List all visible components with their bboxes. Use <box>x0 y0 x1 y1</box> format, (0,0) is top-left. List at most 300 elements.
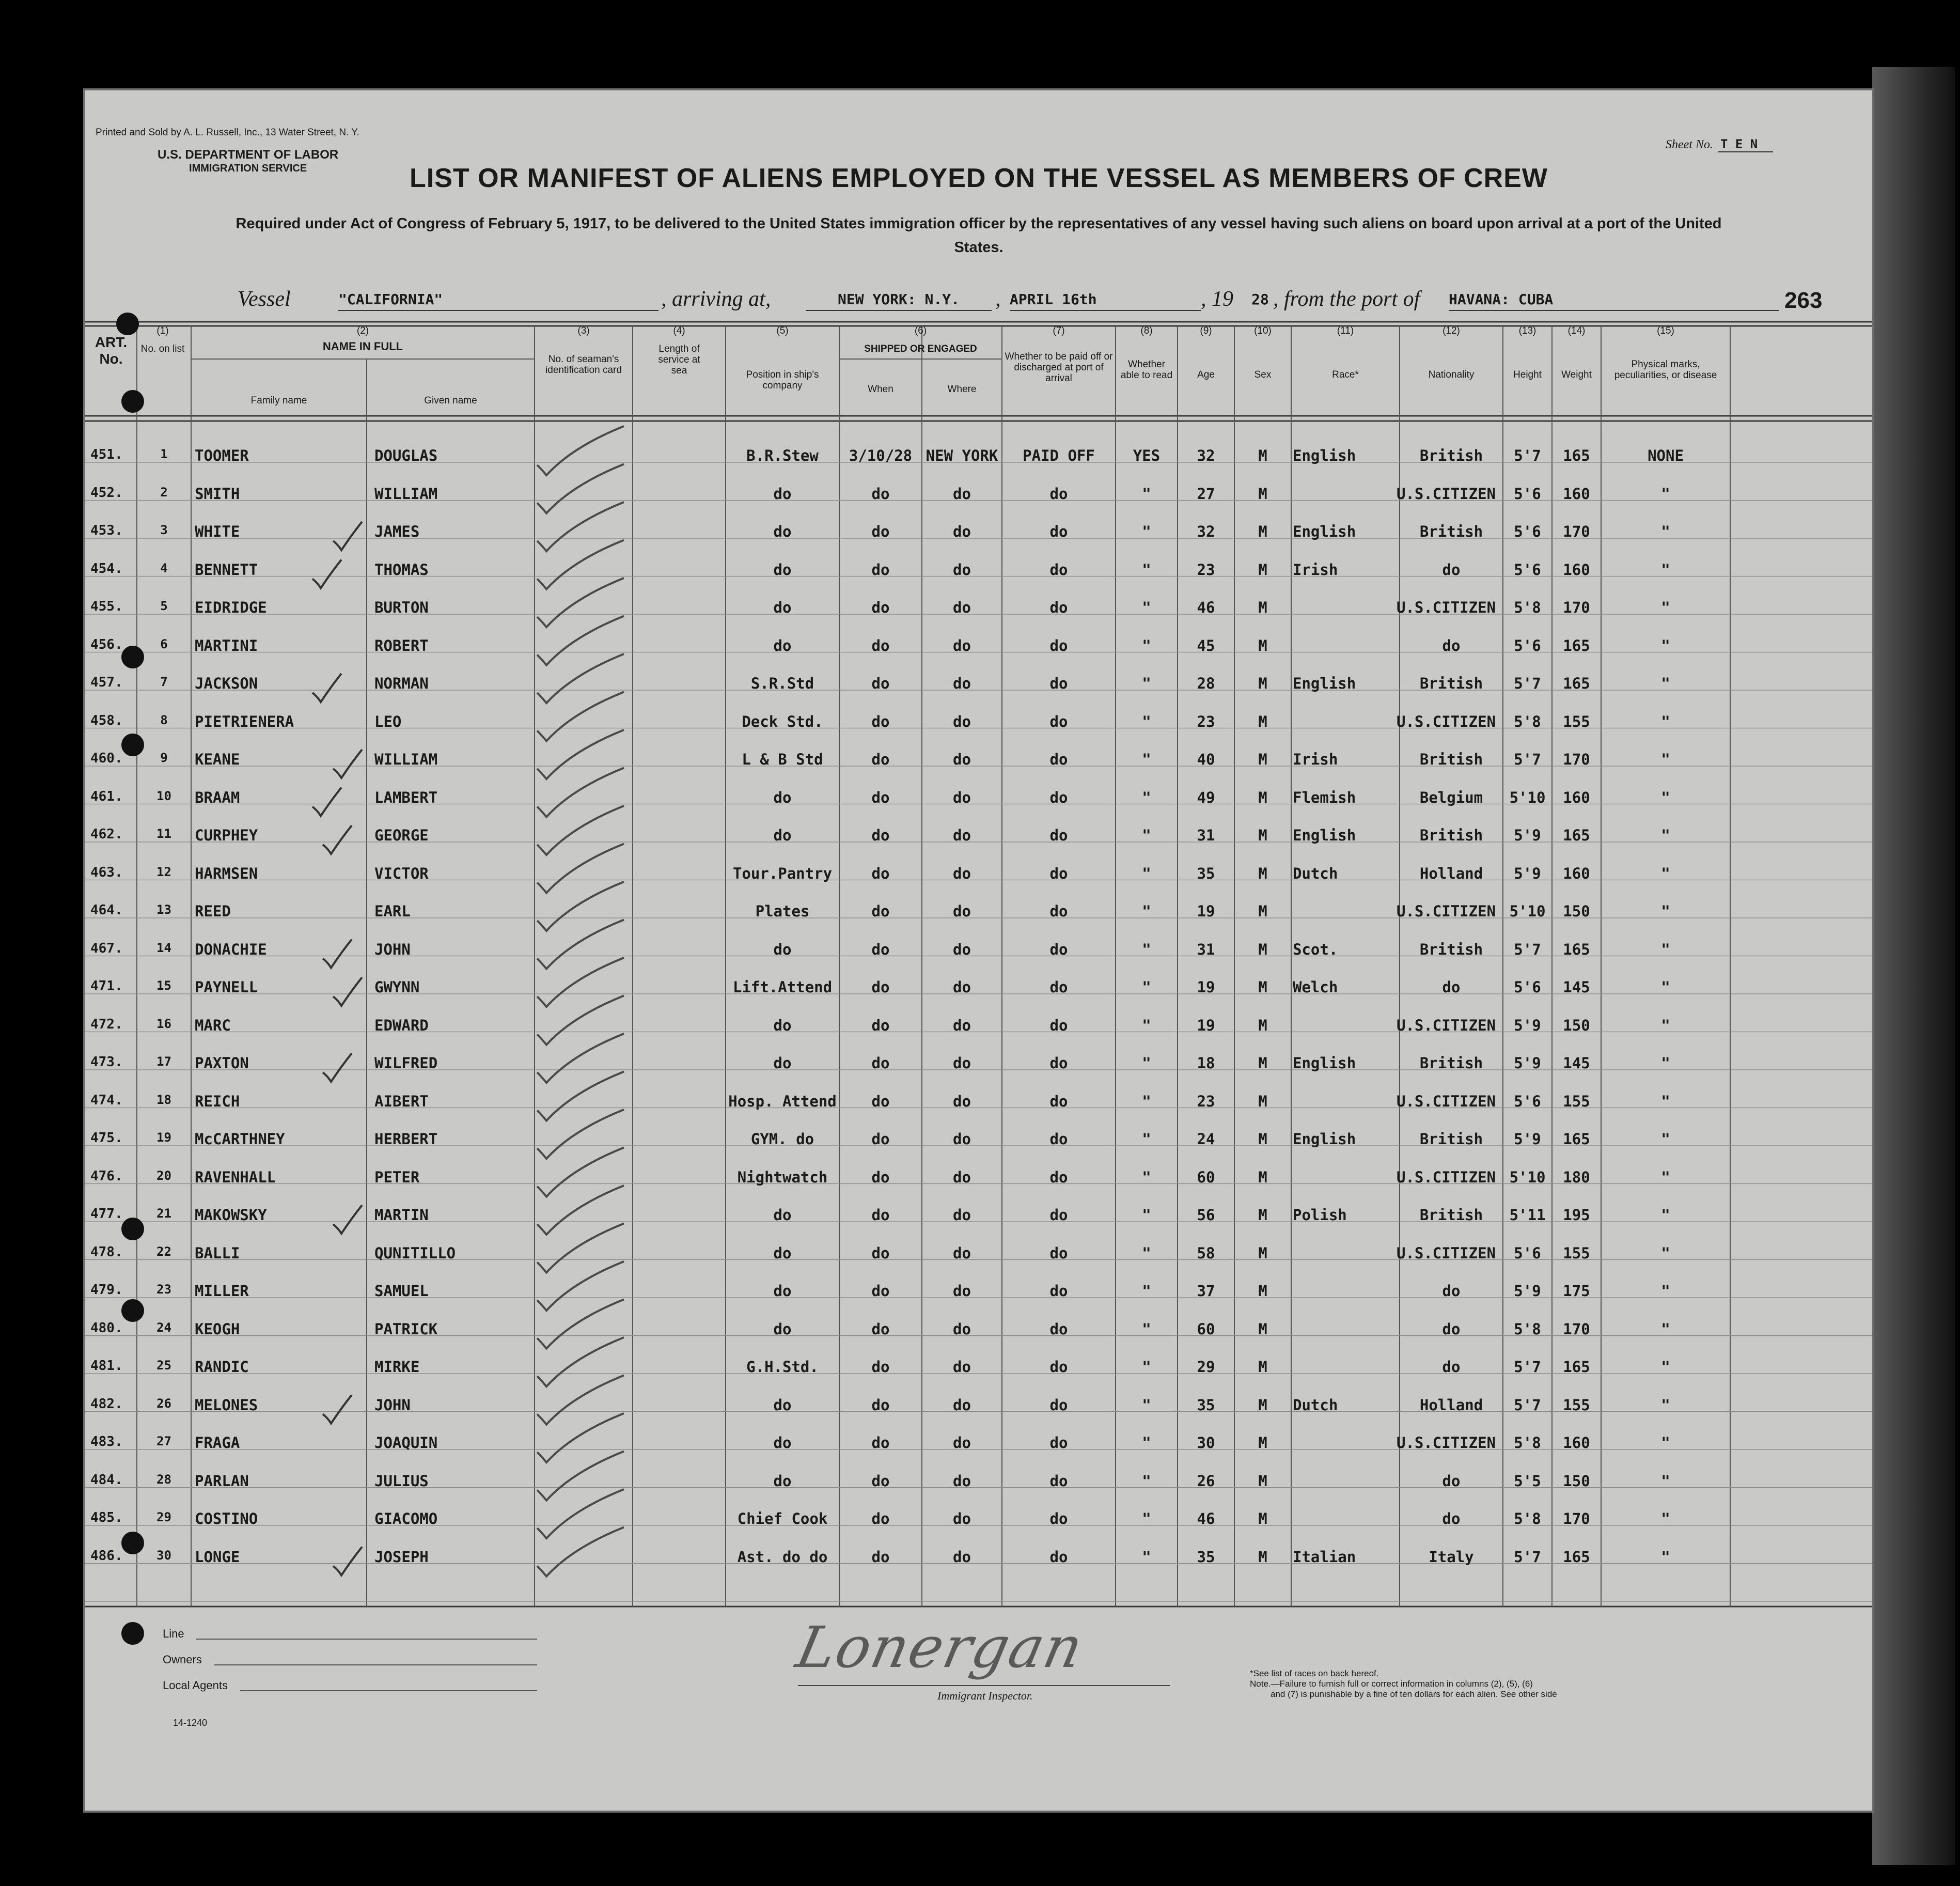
cell-marks: " <box>1661 1244 1670 1262</box>
cell-family: PAXTON <box>195 1054 249 1072</box>
cell-weight: 165 <box>1563 675 1590 692</box>
cell-weight: 160 <box>1563 1434 1590 1452</box>
cell-sex: M <box>1258 1396 1267 1414</box>
cell-where: do <box>953 1320 971 1338</box>
cell-given: GEORGE <box>374 827 429 844</box>
cell-where: do <box>953 1054 971 1072</box>
cell-nat: do <box>1442 636 1461 654</box>
cell-given: QUNITILLO <box>374 1244 456 1262</box>
cell-sex: M <box>1258 1510 1267 1527</box>
cell-given: PETER <box>374 1168 420 1186</box>
cell-art: 452. <box>90 485 123 501</box>
cell-height: 5'7 <box>1514 1396 1541 1414</box>
cell-given: WILLIAM <box>374 485 438 503</box>
cell-height: 5'6 <box>1514 1244 1541 1262</box>
cell-marks: " <box>1661 751 1670 768</box>
cell-age: 24 <box>1197 1130 1215 1148</box>
cell-nat: Belgium <box>1419 788 1483 806</box>
cell-sex: M <box>1258 1244 1267 1262</box>
cell-art: 460. <box>90 751 123 766</box>
cell-age: 60 <box>1197 1320 1215 1338</box>
punch-hole <box>121 1532 144 1554</box>
cell-family: SMITH <box>195 485 240 503</box>
cell-art: 463. <box>90 864 123 880</box>
cell-read: " <box>1142 1016 1151 1034</box>
cell-read: " <box>1142 902 1151 920</box>
cell-paid: do <box>1049 485 1068 503</box>
cell-no: 24 <box>156 1320 171 1335</box>
cell-when: do <box>871 1548 890 1566</box>
cell-weight: 170 <box>1563 1320 1590 1338</box>
cell-given: HERBERT <box>374 1130 438 1148</box>
cell-age: 58 <box>1197 1244 1215 1262</box>
col9-header: Age <box>1197 369 1215 380</box>
cell-nat: Holland <box>1419 864 1483 882</box>
cell-family: KEOGH <box>195 1320 240 1338</box>
cell-marks: " <box>1661 636 1670 654</box>
cell-position: do <box>773 1054 792 1072</box>
cell-read: " <box>1142 751 1151 768</box>
col12-number: (12) <box>1442 325 1460 336</box>
cell-when: do <box>871 751 890 768</box>
cell-read: " <box>1142 712 1151 730</box>
cell-race: Dutch <box>1293 1396 1338 1414</box>
col5-number: (5) <box>776 325 789 336</box>
arriving-label: , arriving at, <box>661 287 771 311</box>
cell-art: 461. <box>90 788 123 804</box>
table-row <box>85 1244 1872 1283</box>
cell-given: JOSEPH <box>374 1548 429 1566</box>
cell-when: do <box>871 1244 890 1262</box>
cell-art: 458. <box>90 712 123 728</box>
cell-weight: 155 <box>1563 1244 1590 1262</box>
cell-when: do <box>871 1016 890 1034</box>
cell-marks: " <box>1661 1092 1670 1110</box>
punch-hole <box>116 313 139 335</box>
cell-no: 9 <box>160 751 168 765</box>
cell-nat: U.S.CITIZEN <box>1396 1244 1496 1262</box>
cell-paid: do <box>1049 675 1068 692</box>
note-failure-1: Note.—Failure to furnish full or correct information in columns (2), (5), (6) <box>1250 1679 1533 1689</box>
cell-height: 5'7 <box>1514 675 1541 692</box>
cell-sex: M <box>1258 447 1267 464</box>
cell-marks: " <box>1661 1358 1670 1376</box>
table-row <box>85 637 1872 675</box>
cell-family: EIDRIDGE <box>195 599 267 616</box>
cell-age: 19 <box>1197 902 1215 920</box>
cell-height: 5'8 <box>1514 1434 1541 1452</box>
page-title: LIST OR MANIFEST OF ALIENS EMPLOYED ON THE VESSEL AS MEMBERS OF CREW <box>410 163 1548 193</box>
cell-where: do <box>953 1092 971 1110</box>
cell-height: 5'6 <box>1514 485 1541 503</box>
cell-nat: British <box>1419 523 1483 540</box>
cell-marks: " <box>1661 712 1670 730</box>
cell-age: 18 <box>1197 1054 1215 1072</box>
cell-nat: do <box>1442 1320 1461 1338</box>
cell-where: NEW YORK <box>926 447 998 464</box>
cell-no: 27 <box>156 1434 171 1448</box>
cell-weight: 145 <box>1563 978 1590 996</box>
cell-sex: M <box>1258 485 1267 503</box>
cell-read: " <box>1142 1168 1151 1186</box>
cell-height: 5'7 <box>1514 1548 1541 1566</box>
cell-when: do <box>871 1434 890 1452</box>
col4-header: Length of service at sea <box>658 344 700 376</box>
cell-given: JOAQUIN <box>374 1434 438 1452</box>
cell-no: 8 <box>160 712 168 727</box>
cell-age: 60 <box>1197 1168 1215 1186</box>
cell-read: " <box>1142 599 1151 616</box>
cell-when: do <box>871 1396 890 1414</box>
cell-paid: do <box>1049 788 1068 806</box>
cell-given: JAMES <box>374 523 420 540</box>
cell-marks: " <box>1661 827 1670 844</box>
cell-weight: 170 <box>1563 599 1590 616</box>
cell-read: " <box>1142 978 1151 996</box>
cell-given: LAMBERT <box>374 788 438 806</box>
cell-paid: do <box>1049 1016 1068 1034</box>
cell-weight: 195 <box>1563 1206 1590 1224</box>
cell-weight: 160 <box>1563 485 1590 503</box>
cell-marks: " <box>1661 1130 1670 1148</box>
cell-position: do <box>773 1472 792 1490</box>
cell-no: 16 <box>156 1016 171 1031</box>
punch-hole <box>121 1218 144 1240</box>
cell-marks: " <box>1661 788 1670 806</box>
cell-paid: do <box>1049 1320 1068 1338</box>
cell-no: 18 <box>156 1092 171 1107</box>
cell-age: 29 <box>1197 1358 1215 1376</box>
sheet-number-label: Sheet No. <box>1666 138 1713 151</box>
cell-position: G.H.Std. <box>746 1358 819 1376</box>
cell-nat: U.S.CITIZEN <box>1396 599 1496 616</box>
cell-paid: do <box>1049 599 1068 616</box>
table-row <box>85 1396 1872 1435</box>
cell-sex: M <box>1258 1054 1267 1072</box>
cell-nat: British <box>1419 675 1483 692</box>
cell-read: " <box>1142 1130 1151 1148</box>
col2-header: NAME IN FULL <box>322 340 403 353</box>
year-prefix: , 19 <box>1201 287 1233 311</box>
cell-no: 2 <box>160 485 168 500</box>
cell-given: GWYNN <box>374 978 420 996</box>
cell-where: do <box>953 864 971 882</box>
cell-sex: M <box>1258 1320 1267 1338</box>
col3-header: No. of seaman's identification card <box>545 354 622 376</box>
cell-when: do <box>871 523 890 540</box>
printer-text: Printed and Sold by A. L. Russell, Inc., 13 Water Street, N. Y. <box>96 127 359 138</box>
cell-art: 454. <box>90 560 123 576</box>
cell-where: do <box>953 1434 971 1452</box>
cell-age: 26 <box>1197 1472 1215 1490</box>
cell-no: 17 <box>156 1054 171 1069</box>
col4-number: (4) <box>673 325 685 336</box>
cell-age: 27 <box>1197 485 1215 503</box>
cell-sex: M <box>1258 1168 1267 1186</box>
cell-age: 35 <box>1197 1396 1215 1414</box>
cell-paid: do <box>1049 751 1068 768</box>
cell-position: do <box>773 1396 792 1414</box>
cell-position: do <box>773 1206 792 1224</box>
cell-where: do <box>953 1396 971 1414</box>
col10-header: Sex <box>1254 369 1272 380</box>
cell-marks: " <box>1661 1016 1670 1034</box>
cell-position: do <box>773 940 792 958</box>
cell-marks: " <box>1661 1472 1670 1490</box>
cell-race: English <box>1293 1130 1356 1148</box>
cell-read: " <box>1142 940 1151 958</box>
cell-age: 19 <box>1197 1016 1215 1034</box>
cell-paid: do <box>1049 902 1068 920</box>
cell-art: 471. <box>90 978 123 994</box>
cell-where: do <box>953 788 971 806</box>
cell-when: do <box>871 1054 890 1072</box>
cell-height: 5'8 <box>1514 712 1541 730</box>
col7-header: Whether to be paid off or discharged at port of arrival <box>1005 351 1113 384</box>
cell-no: 14 <box>156 940 171 955</box>
cell-family: REED <box>195 902 231 920</box>
col3-number: (3) <box>577 325 590 336</box>
cell-when: do <box>871 599 890 616</box>
cell-when: do <box>871 485 890 503</box>
cell-marks: " <box>1661 940 1670 958</box>
cell-no: 15 <box>156 978 171 993</box>
cell-height: 5'6 <box>1514 523 1541 540</box>
cell-read: " <box>1142 1396 1151 1414</box>
cell-art: 453. <box>90 523 123 538</box>
cell-art: 472. <box>90 1016 123 1032</box>
cell-sex: M <box>1258 827 1267 844</box>
cell-height: 5'7 <box>1514 447 1541 464</box>
cell-no: 25 <box>156 1358 171 1373</box>
table-row <box>85 865 1872 903</box>
table-row <box>85 1320 1872 1359</box>
cell-where: do <box>953 485 971 503</box>
cell-age: 56 <box>1197 1206 1215 1224</box>
cell-age: 45 <box>1197 636 1215 654</box>
cell-height: 5'8 <box>1514 599 1541 616</box>
cell-when: do <box>871 1320 890 1338</box>
cell-position: do <box>773 1320 792 1338</box>
cell-when: do <box>871 1282 890 1300</box>
cell-no: 1 <box>160 447 168 461</box>
cell-race: English <box>1293 827 1356 844</box>
cell-family: McCARTHNEY <box>195 1130 285 1148</box>
cell-sex: M <box>1258 1548 1267 1566</box>
inspector-signature: Lonergan <box>791 1614 1090 1680</box>
cell-nat: do <box>1442 1358 1461 1376</box>
manifest-sheet <box>85 90 1872 1811</box>
cell-art: 479. <box>90 1282 123 1298</box>
cell-sex: M <box>1258 864 1267 882</box>
cell-nat: U.S.CITIZEN <box>1396 1016 1496 1034</box>
cell-paid: do <box>1049 560 1068 579</box>
cell-read: " <box>1142 864 1151 882</box>
cell-sex: M <box>1258 1092 1267 1110</box>
cell-no: 22 <box>156 1244 171 1259</box>
table-row <box>85 751 1872 789</box>
cell-sex: M <box>1258 1472 1267 1490</box>
table-row <box>85 1130 1872 1168</box>
cell-no: 5 <box>160 599 168 613</box>
cell-no: 23 <box>156 1282 171 1297</box>
cell-where: do <box>953 599 971 616</box>
cell-when: do <box>871 675 890 692</box>
table-row <box>85 1472 1872 1510</box>
cell-art: 455. <box>90 599 123 614</box>
cell-paid: PAID OFF <box>1023 447 1095 464</box>
col14-header: Weight <box>1561 369 1592 380</box>
cell-family: PARLAN <box>195 1472 249 1490</box>
voyage-line: Vessel "CALIFORNIA" , arriving at, NEW YORK: N.Y. , APRIL 16th , 19 28 , from the port of HAVANA: CUBA 263 <box>238 287 1823 313</box>
cell-where: do <box>953 1472 971 1490</box>
punch-hole <box>121 646 144 668</box>
cell-when: do <box>871 940 890 958</box>
cell-weight: 165 <box>1563 447 1590 464</box>
cell-where: do <box>953 1168 971 1186</box>
cell-nat: U.S.CITIZEN <box>1396 712 1496 730</box>
cell-age: 46 <box>1197 599 1215 616</box>
cell-family: DONACHIE <box>195 940 267 958</box>
cell-weight: 150 <box>1563 1016 1590 1034</box>
table-row <box>85 1206 1872 1244</box>
cell-nat: do <box>1442 1282 1461 1300</box>
cell-when: do <box>871 1358 890 1376</box>
cell-paid: do <box>1049 1244 1068 1262</box>
cell-given: JOHN <box>374 1396 411 1414</box>
cell-when: do <box>871 1130 890 1148</box>
cell-no: 13 <box>156 902 171 917</box>
cell-position: L & B Std <box>742 751 823 768</box>
cell-where: do <box>953 902 971 920</box>
cell-read: " <box>1142 636 1151 654</box>
cell-height: 5'10 <box>1509 788 1546 806</box>
cell-where: do <box>953 1548 971 1566</box>
cell-age: 19 <box>1197 978 1215 996</box>
cell-art: 485. <box>90 1510 123 1525</box>
cell-given: WILFRED <box>374 1054 438 1072</box>
arrival-date: APRIL 16th <box>1010 291 1201 311</box>
cell-position: Plates <box>755 902 810 920</box>
cell-when: do <box>871 1092 890 1110</box>
cell-given: WILLIAM <box>374 751 438 768</box>
cell-family: KEANE <box>195 751 240 768</box>
cell-nat: do <box>1442 1510 1461 1527</box>
cell-read: " <box>1142 1054 1151 1072</box>
cell-height: 5'9 <box>1514 1282 1541 1300</box>
cell-no: 6 <box>160 636 168 651</box>
cell-age: 23 <box>1197 560 1215 579</box>
cell-marks: " <box>1661 485 1670 503</box>
footer-agents-label: Local Agents <box>163 1679 228 1692</box>
cell-height: 5'7 <box>1514 751 1541 768</box>
cell-family: HARMSEN <box>195 864 258 882</box>
cell-age: 40 <box>1197 751 1215 768</box>
cell-nat: do <box>1442 978 1461 996</box>
cell-family: MARC <box>195 1016 231 1034</box>
cell-read: " <box>1142 485 1151 503</box>
col2-given-header: Given name <box>424 395 477 406</box>
cell-read: YES <box>1133 447 1161 464</box>
cell-nat: British <box>1419 827 1483 844</box>
art-no-header: ART. No. <box>95 334 128 367</box>
cell-height: 5'8 <box>1514 1320 1541 1338</box>
cell-race: Flemish <box>1293 788 1356 806</box>
cell-where: do <box>953 523 971 540</box>
cell-height: 5'5 <box>1514 1472 1541 1490</box>
cell-weight: 165 <box>1563 827 1590 844</box>
cell-weight: 155 <box>1563 712 1590 730</box>
cell-family: BENNETT <box>195 560 258 579</box>
from-port-label: , from the port of <box>1273 287 1420 311</box>
cell-sex: M <box>1258 712 1267 730</box>
cell-given: MARTIN <box>374 1206 429 1224</box>
table-row <box>85 1282 1872 1320</box>
cell-when: do <box>871 978 890 996</box>
cell-given: EARL <box>374 902 411 920</box>
cell-nat: British <box>1419 751 1483 768</box>
table-row <box>85 1054 1872 1093</box>
cell-given: PATRICK <box>374 1320 438 1338</box>
col13-header: Height <box>1513 369 1542 380</box>
cell-given: DOUGLAS <box>374 447 438 464</box>
cell-paid: do <box>1049 636 1068 654</box>
cell-paid: do <box>1049 1168 1068 1186</box>
sheet-number-value: T E N <box>1718 137 1773 152</box>
cell-weight: 165 <box>1563 636 1590 654</box>
cell-nat: British <box>1419 1054 1483 1072</box>
cell-height: 5'6 <box>1514 636 1541 654</box>
col8-header: Whether able to read <box>1120 359 1173 381</box>
cell-art: 486. <box>90 1548 123 1564</box>
cell-read: " <box>1142 1282 1151 1300</box>
cell-marks: " <box>1661 1054 1670 1072</box>
cell-race: Irish <box>1293 560 1338 579</box>
cell-paid: do <box>1049 1510 1068 1527</box>
cell-height: 5'6 <box>1514 560 1541 579</box>
cell-given: JULIUS <box>374 1472 429 1490</box>
cell-art: 464. <box>90 902 123 918</box>
cell-no: 19 <box>156 1130 171 1145</box>
cell-art: 480. <box>90 1320 123 1336</box>
cell-weight: 165 <box>1563 1548 1590 1566</box>
col6-header: SHIPPED OR ENGAGED <box>864 344 977 354</box>
cell-where: do <box>953 1016 971 1034</box>
cell-sex: M <box>1258 1358 1267 1376</box>
cell-art: 477. <box>90 1206 123 1222</box>
cell-paid: do <box>1049 1472 1068 1490</box>
table-row <box>85 675 1872 713</box>
cell-age: 46 <box>1197 1510 1215 1527</box>
col1-number: (1) <box>156 325 169 336</box>
cell-nat: British <box>1419 1130 1483 1148</box>
cell-marks: " <box>1661 1320 1670 1338</box>
cell-art: 474. <box>90 1092 123 1108</box>
cell-read: " <box>1142 1548 1151 1566</box>
table-row <box>85 941 1872 979</box>
cell-marks: " <box>1661 1396 1670 1414</box>
cell-paid: do <box>1049 978 1068 996</box>
table-row <box>85 1017 1872 1055</box>
cell-art: 484. <box>90 1472 123 1488</box>
cell-read: " <box>1142 1320 1151 1338</box>
cell-weight: 165 <box>1563 1358 1590 1376</box>
cell-where: do <box>953 636 971 654</box>
cell-weight: 170 <box>1563 751 1590 768</box>
table-row <box>85 1093 1872 1131</box>
cell-paid: do <box>1049 1054 1068 1072</box>
cell-nat: U.S.CITIZEN <box>1396 1434 1496 1452</box>
